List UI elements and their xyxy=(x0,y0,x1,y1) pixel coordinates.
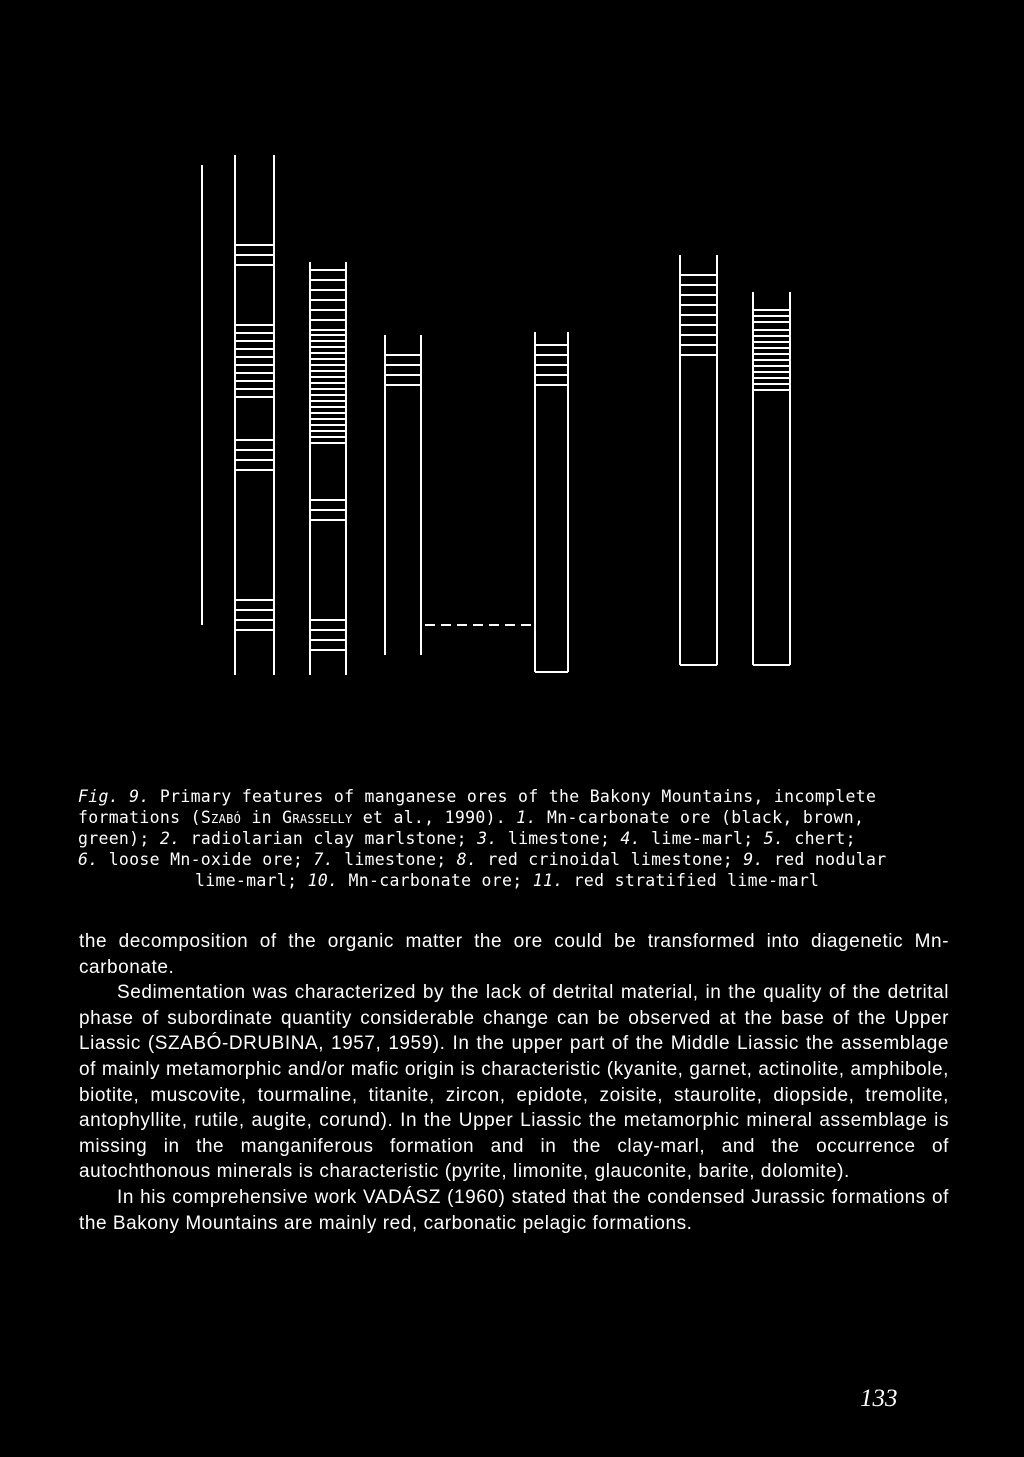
page-number: 133 xyxy=(860,1385,898,1412)
body-text xyxy=(79,929,949,1236)
paragraph-2: Sedimentation was characterized by the lack of detrital material, in the quality of the detrital phase of subordinate quantity considerable change can be observed at the base of the Upper Liassic (SZABÓ-DRUBINA, 1957, 1959). In the upper part of the Middle Liassic the assemblage of mainly metamorphic and/or mafic origin is characteristic (kyanite, garnet, actinolite, amphibole, biotite, muscovite, tourmaline, titanite, zircon, epidote, zoisite, staurolite, diopside, tremolite, antophyllite, rutile, augite, corund). In the Upper Liassic the metamorphic mineral assemblage is missing in the manganiferous formation and in the clay-marl, and the occurrence of autochthonous minerals is characteristic (pyrite, limonite, glauconite, barite, dolomite). xyxy=(79,982,949,1183)
figure-caption: Fig. 9. Primary features of manganese ores of the Bakony Mountains, incomplete formations (Szabó in Grasselly et al., 1990). 1. Mn-carbonate ore (black, brown, green); 2. radiolarian clay marlstone; 3. limestone; 4. lime-marl; 5. chert; 6. loose Mn-oxide ore; 7. limestone; 8. red crinoidal limestone; 9. red nodular lime-marl; 10. Mn-carbonate ore; 11. red stratified lime-marl xyxy=(78,787,887,890)
stratigraphic-columns-figure xyxy=(0,0,1024,700)
figure-label: Fig. 9. xyxy=(78,787,150,806)
paragraph-1: the decomposition of the organic matter the ore could be transformed into diagenetic Mn-carbonate. xyxy=(79,931,949,978)
paragraph-3: In his comprehensive work VADÁSZ (1960) stated that the condensed Jurassic formations of the Bakony Mountains are mainly red, carbonatic pelagic formations. xyxy=(79,1186,949,1234)
